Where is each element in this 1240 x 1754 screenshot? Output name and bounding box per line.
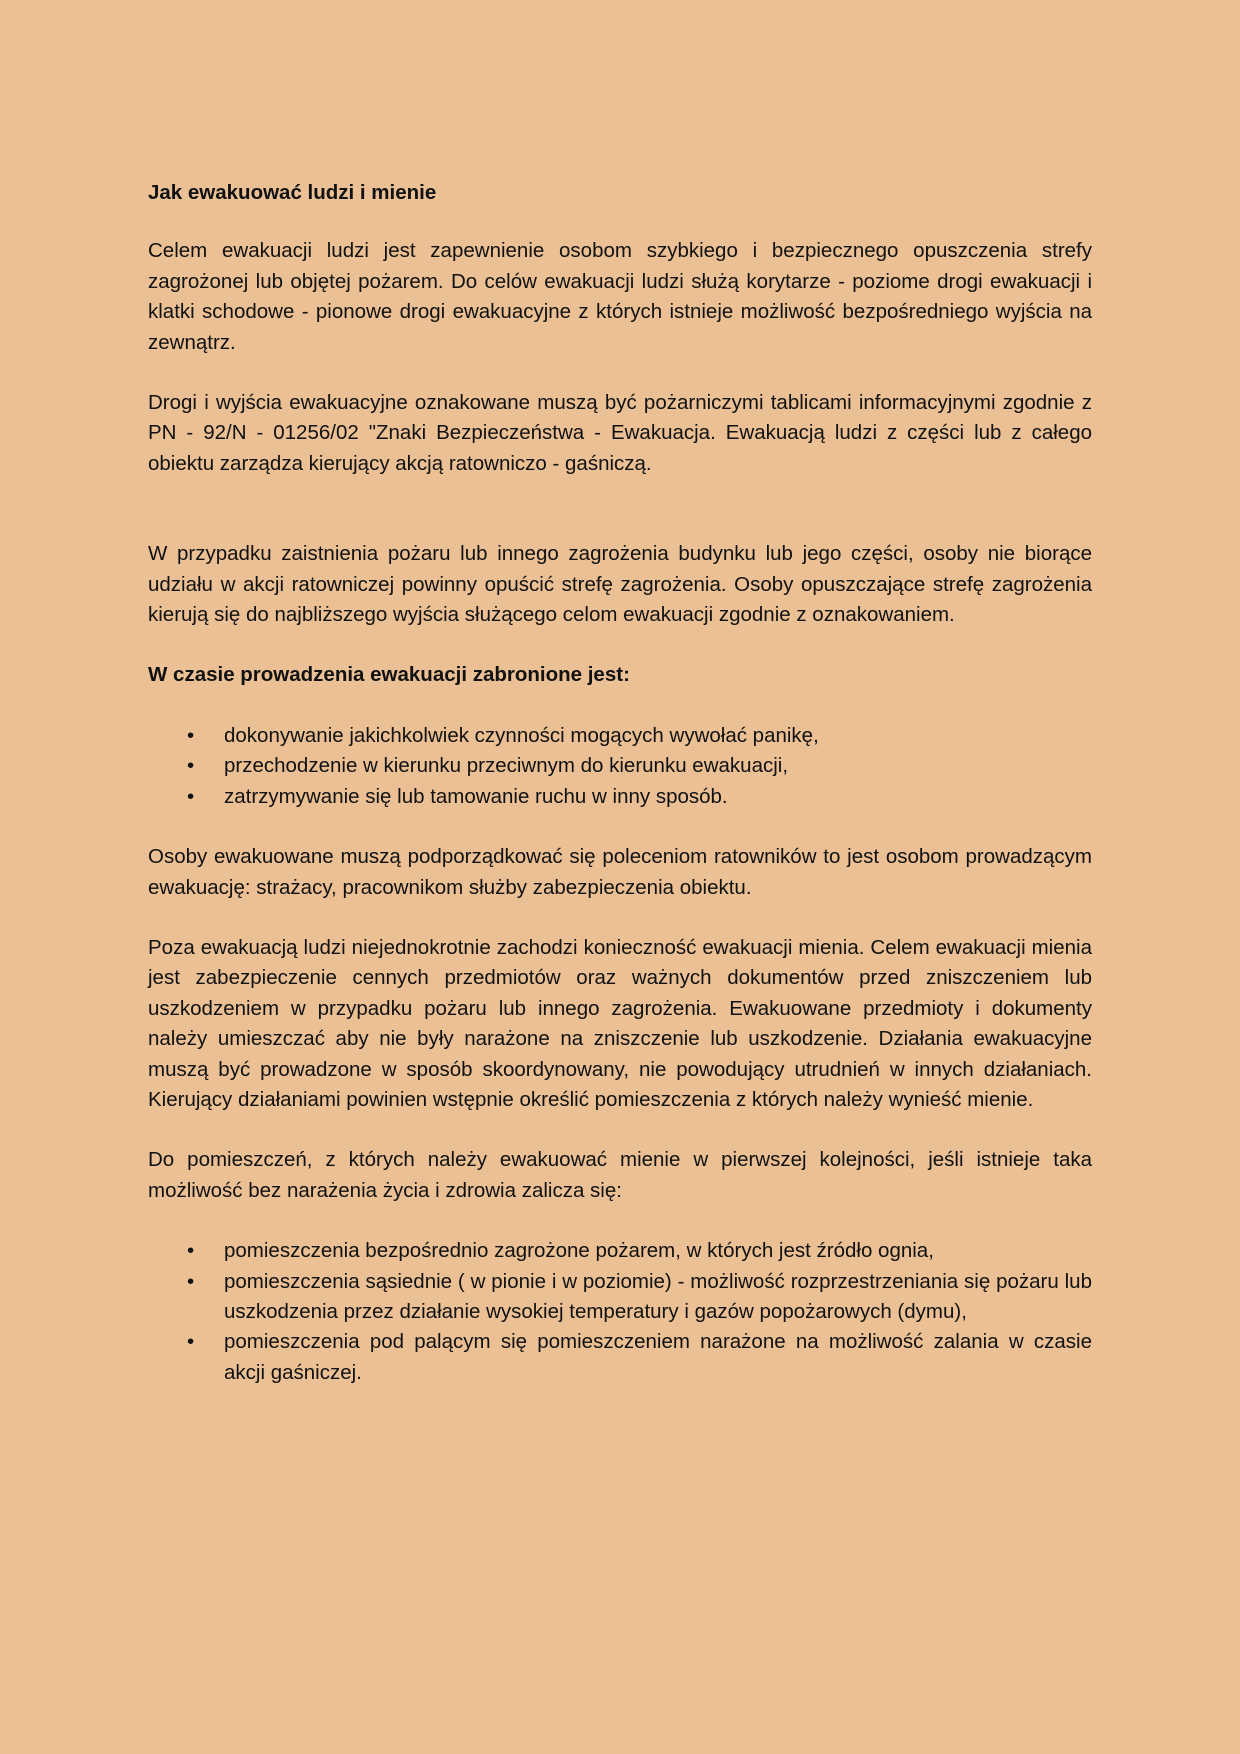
paragraph-evacuation-purpose: Celem ewakuacji ludzi jest zapewnienie osobom szybkiego i bezpiecznego opuszczenia strefy zagrożonej lub objętej pożarem. Do celów ewakuacji ludzi służą korytarze - poziome drogi ewakuacji i klatki schodowe - pionowe drogi ewakuacyjne z których istnieje możliwość bezpośredniego wyjścia na zewnątrz. xyxy=(148,239,1092,354)
list-item-text: dokonywanie jakichkolwiek czynności mogących wywołać panikę, xyxy=(224,723,819,747)
list-item xyxy=(148,1236,1092,1266)
bullet-icon: • xyxy=(187,1330,195,1354)
list-item-text: zatrzymywanie się lub tamowanie ruchu w inny sposób. xyxy=(224,784,728,808)
document-title: Jak ewakuować ludzi i mienie xyxy=(148,181,437,204)
list-item-text: pomieszczenia bezpośrednio zagrożone pożarem, w których jest źródło ognia, xyxy=(224,1239,934,1263)
list-item-text: pomieszczenia pod palącym się pomieszczeniem narażone na możliwość zalania w czasie akcji gaśniczej. xyxy=(224,1330,1092,1384)
bullet-icon: • xyxy=(187,754,195,778)
paragraph-property-evacuation: Poza ewakuacją ludzi niejednokrotnie zachodzi konieczność ewakuacji mienia. Celem ewakuacji mienia jest zabezpieczenie cennych przedmiotów oraz ważnych dokumentów przed zniszczeniem lub uszkodzeniem w przypadku pożaru lub innego zagrożenia. Ewakuowane przedmioty i dokumenty należy umieszczać aby nie były narażone na zniszczenie lub uszkodzenie. Działania ewakuacyjne muszą być prowadzone w sposób skoordynowany, nie powodujący utrudnień w innych działaniach. Kierujący działaniami powinien wstępnie określić pomieszczenia z których należy wynieść mienie. xyxy=(148,935,1092,1111)
bullet-icon: • xyxy=(187,784,195,808)
bullet-icon: • xyxy=(187,1239,195,1263)
list-item xyxy=(148,782,1092,812)
list-item xyxy=(148,1267,1092,1328)
forbidden-heading: W czasie prowadzenia ewakuacji zabronione jest: xyxy=(148,663,630,687)
forbidden-list xyxy=(148,721,1092,812)
list-item xyxy=(148,1327,1092,1388)
list-item xyxy=(148,751,1092,781)
paragraph-evacuation-signs: Drogi i wyjścia ewakuacyjne oznakowane muszą być pożarniczymi tablicami informacyjnymi zgodnie z PN - 92/N - 01256/02 "Znaki Bezpieczeństwa - Ewakuacja. Ewakuacją ludzi z części lub z całego obiektu zarządza kierujący akcją ratowniczo - gaśniczą. xyxy=(148,391,1092,475)
list-item-text: pomieszczenia sąsiednie ( w pionie i w poziomie) - możliwość rozprzestrzeniania się pożaru lub uszkodzenia przez działanie wysokiej temperatury i gazów popożarowych (dymu), xyxy=(224,1269,1092,1323)
priority-rooms-list xyxy=(148,1236,1092,1388)
paragraph-leaving-danger-zone: W przypadku zaistnienia pożaru lub innego zagrożenia budynku lub jego części, osoby nie biorące udziału w akcji ratowniczej powinny opuścić strefę zagrożenia. Osoby opuszczające strefę zagrożenia kierują się do najbliższego wyjścia służącego celom ewakuacji zgodnie z oznakowaniem. xyxy=(148,542,1092,627)
paragraph-priority-rooms: Do pomieszczeń, z których należy ewakuować mienie w pierwszej kolejności, jeśli istnieje taka możliwość bez narażenia życia i zdrowia zalicza się: xyxy=(148,1148,1092,1202)
list-item xyxy=(148,721,1092,751)
bullet-icon: • xyxy=(187,1269,195,1293)
list-item-text: przechodzenie w kierunku przeciwnym do kierunku ewakuacji, xyxy=(224,754,789,778)
bullet-icon: • xyxy=(187,723,195,747)
document-page xyxy=(148,178,1092,1388)
paragraph-obey-rescuers: Osoby ewakuowane muszą podporządkować się poleceniom ratowników to jest osobom prowadzącym ewakuację: strażacy, pracownikom służby zabezpieczenia obiektu. xyxy=(148,845,1092,899)
